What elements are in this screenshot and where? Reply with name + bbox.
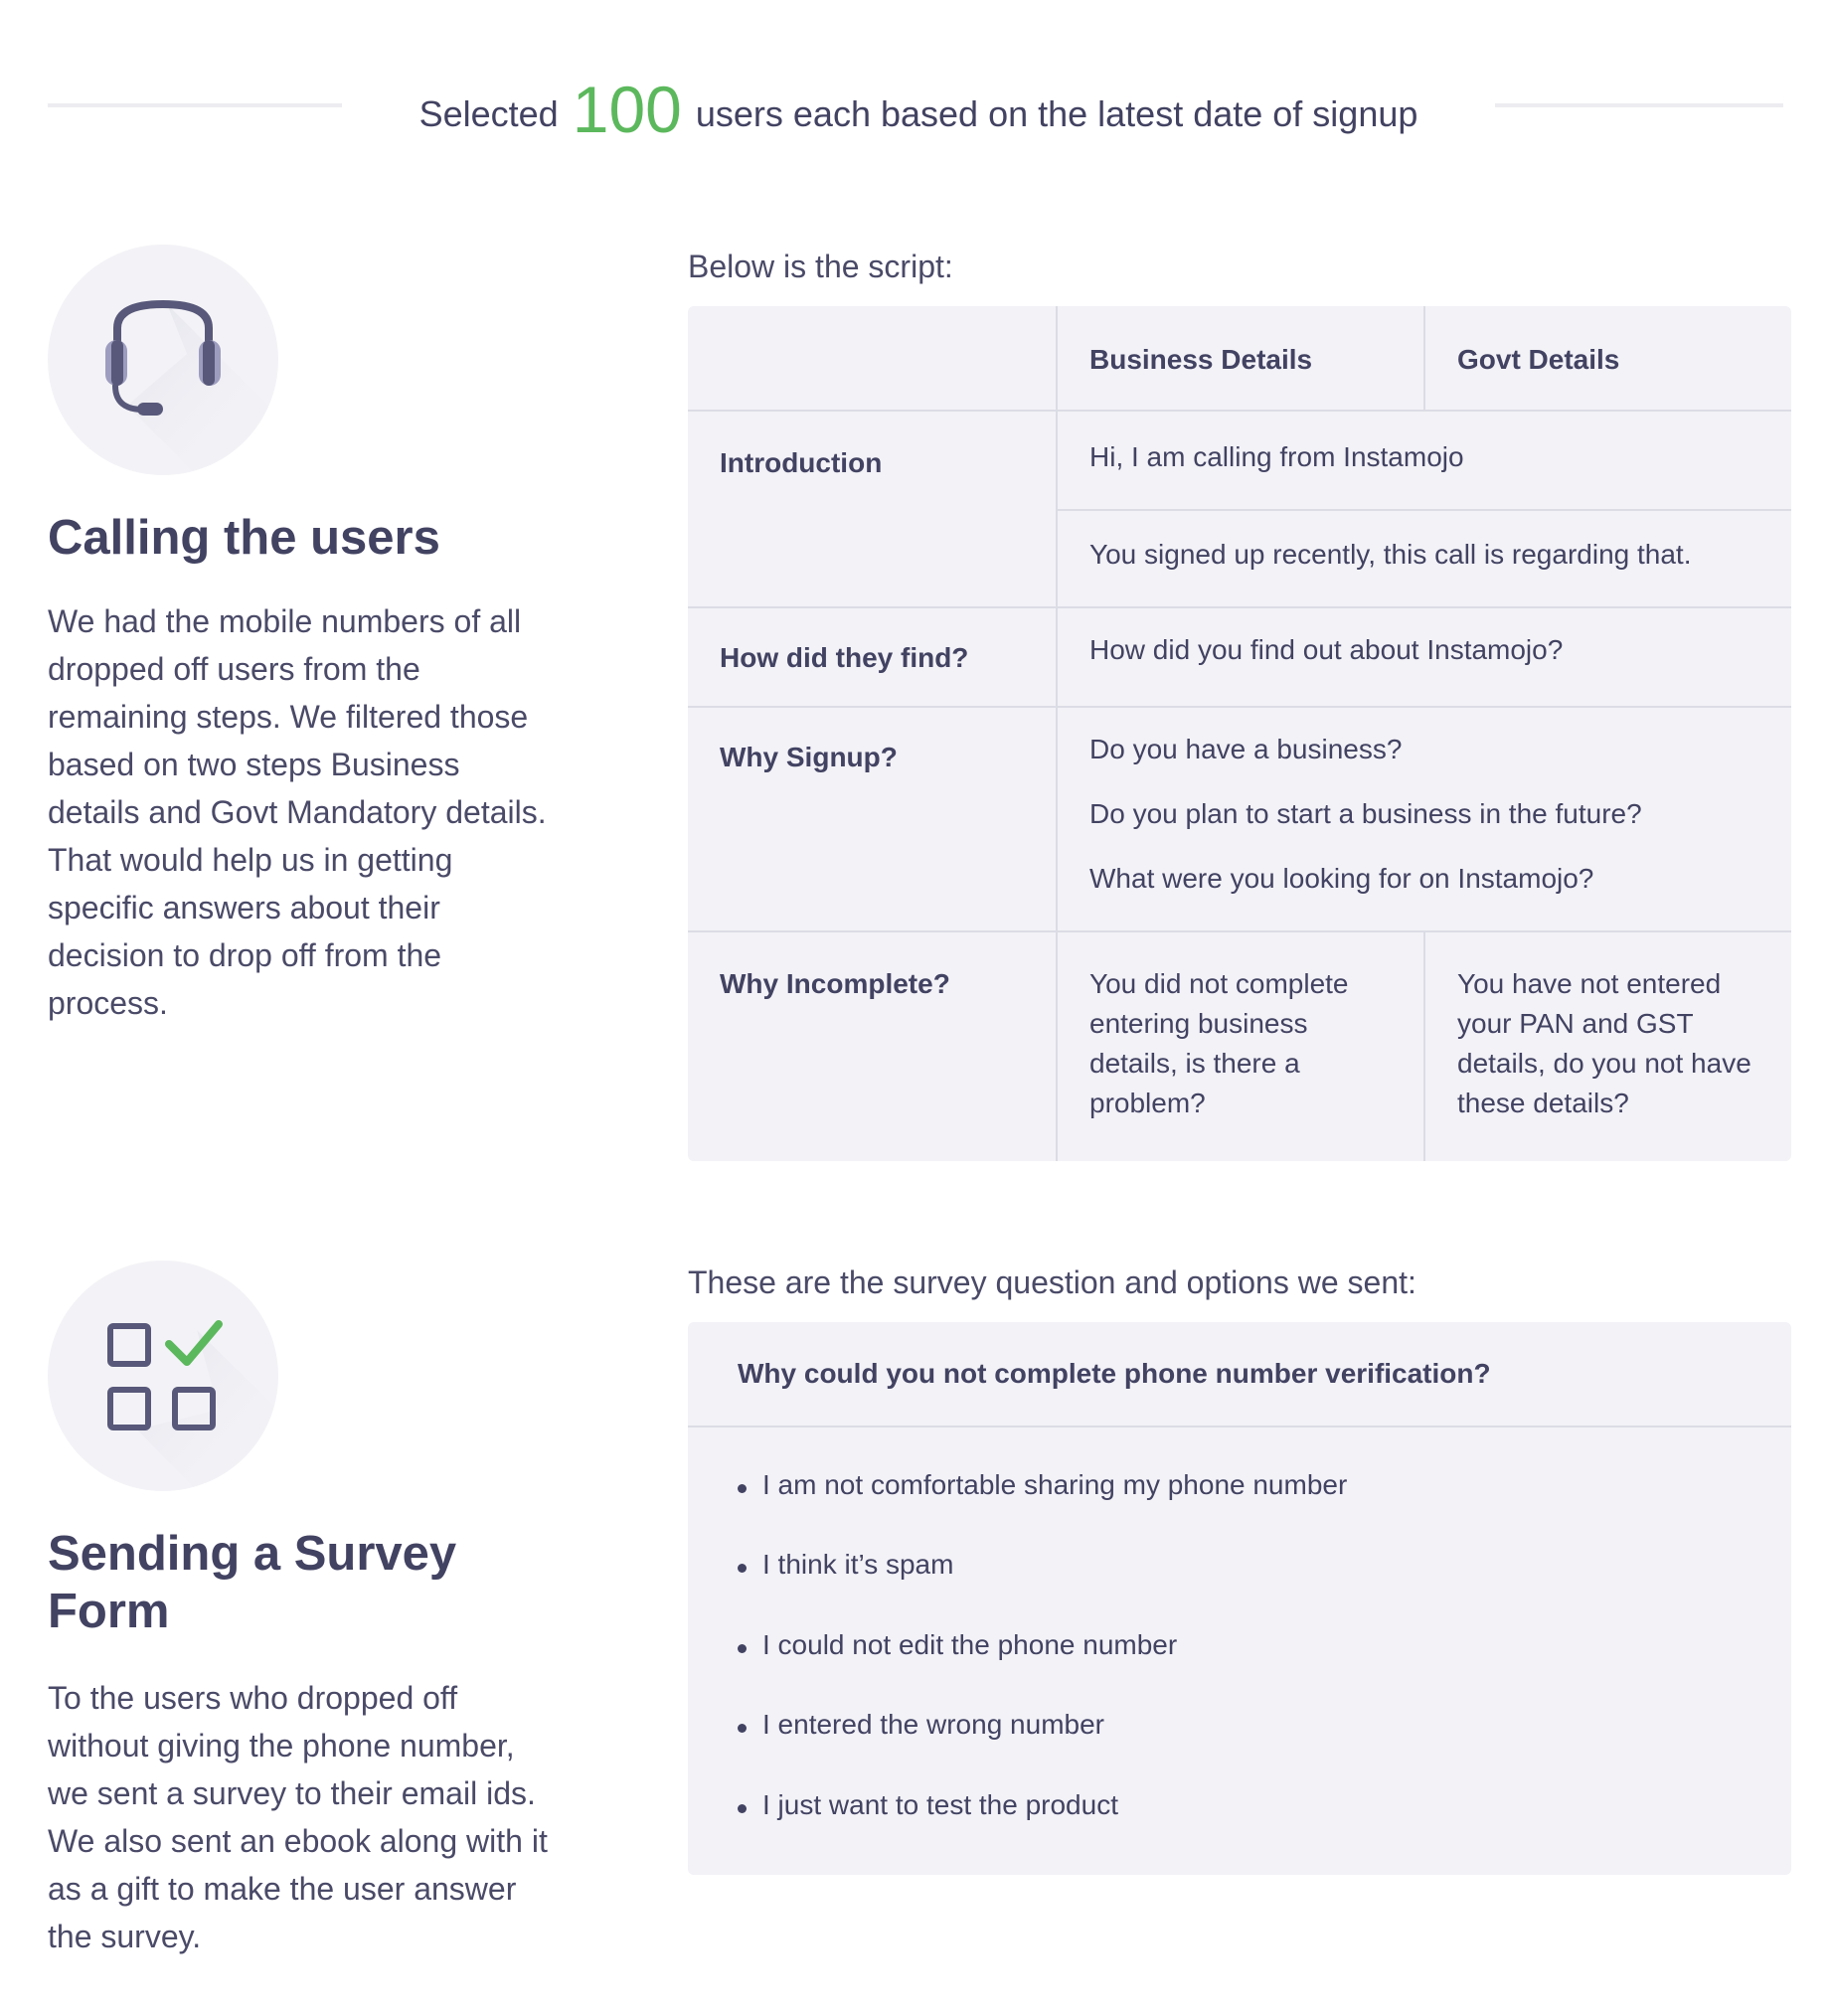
row-label-find: How did they find? [720,642,969,673]
script-table [688,306,1791,1161]
column-header-govt: Govt Details [1457,344,1620,375]
script-intro: Below is the script: [688,249,953,284]
introduction-line-2: You signed up recently, this call is regarding that. [1089,539,1692,570]
survey-option: I think it’s spam [738,1549,953,1581]
table-divider-header [688,410,1791,412]
survey-divider [688,1426,1791,1428]
headset-icon [48,245,278,475]
row-label-introduction: Introduction [720,447,883,478]
bullet-icon [738,1484,747,1493]
bullet-icon [738,1804,747,1813]
incomplete-govt-question: You have not entered your PAN and GST details, do you not have these details? [1457,968,1751,1118]
survey-intro: These are the survey question and options we sent: [688,1264,1416,1300]
page-headline [342,60,1495,164]
headline-prefix: Selected [418,93,559,134]
find-question: How did you find out about Instamojo? [1089,634,1564,665]
header-divider-left [48,103,342,107]
survey-option: I am not comfortable sharing my phone number [738,1469,1347,1501]
column-header-business: Business Details [1089,344,1313,375]
table-divider-vertical-incomplete [1423,932,1425,1161]
introduction-line-1: Hi, I am calling from Instamojo [1089,441,1464,472]
table-divider-vertical-main [1056,306,1058,1161]
row-label-signup: Why Signup? [720,742,898,772]
survey-question: Why could you not complete phone number verification? [738,1358,1491,1389]
signup-question-3: What were you looking for on Instamojo? [1089,863,1594,894]
incomplete-business-question: You did not complete entering business details, is there a problem? [1089,968,1349,1118]
table-divider-intro-inner [1056,509,1791,511]
table-divider-intro [688,606,1791,608]
table-divider-signup [688,930,1791,932]
survey-option: I entered the wrong number [738,1709,1104,1741]
survey-section-title: Sending a Survey Form [48,1527,457,1638]
calling-section-title: Calling the users [48,511,440,565]
bullet-icon [738,1644,747,1653]
table-divider-vertical-header [1423,306,1425,410]
bullet-icon [738,1564,747,1573]
calling-section-description: We had the mobile numbers of all dropped off users from the remaining steps. We filtered those based on two steps Business details and Govt Mandatory details. That would help us in getting specific answers about their decision to drop off from the process. [48,603,547,1021]
headline-suffix: users each based on the latest date of signup [695,93,1418,134]
survey-panel [688,1322,1791,1875]
table-divider-find [688,706,1791,708]
survey-option: I could not edit the phone number [738,1629,1177,1661]
signup-question-2: Do you plan to start a business in the future? [1089,798,1642,829]
survey-option: I just want to test the product [738,1789,1118,1821]
headline-number: 100 [572,73,682,146]
header-divider-right [1495,103,1783,107]
row-label-incomplete: Why Incomplete? [720,968,950,999]
signup-question-1: Do you have a business? [1089,734,1403,764]
survey-section-description: To the users who dropped off without giving the phone number, we sent a survey to their email ids. We also sent an ebook along with it as a gift to make the user answer the survey. [48,1680,548,1954]
bullet-icon [738,1724,747,1733]
checklist-icon [48,1260,278,1491]
